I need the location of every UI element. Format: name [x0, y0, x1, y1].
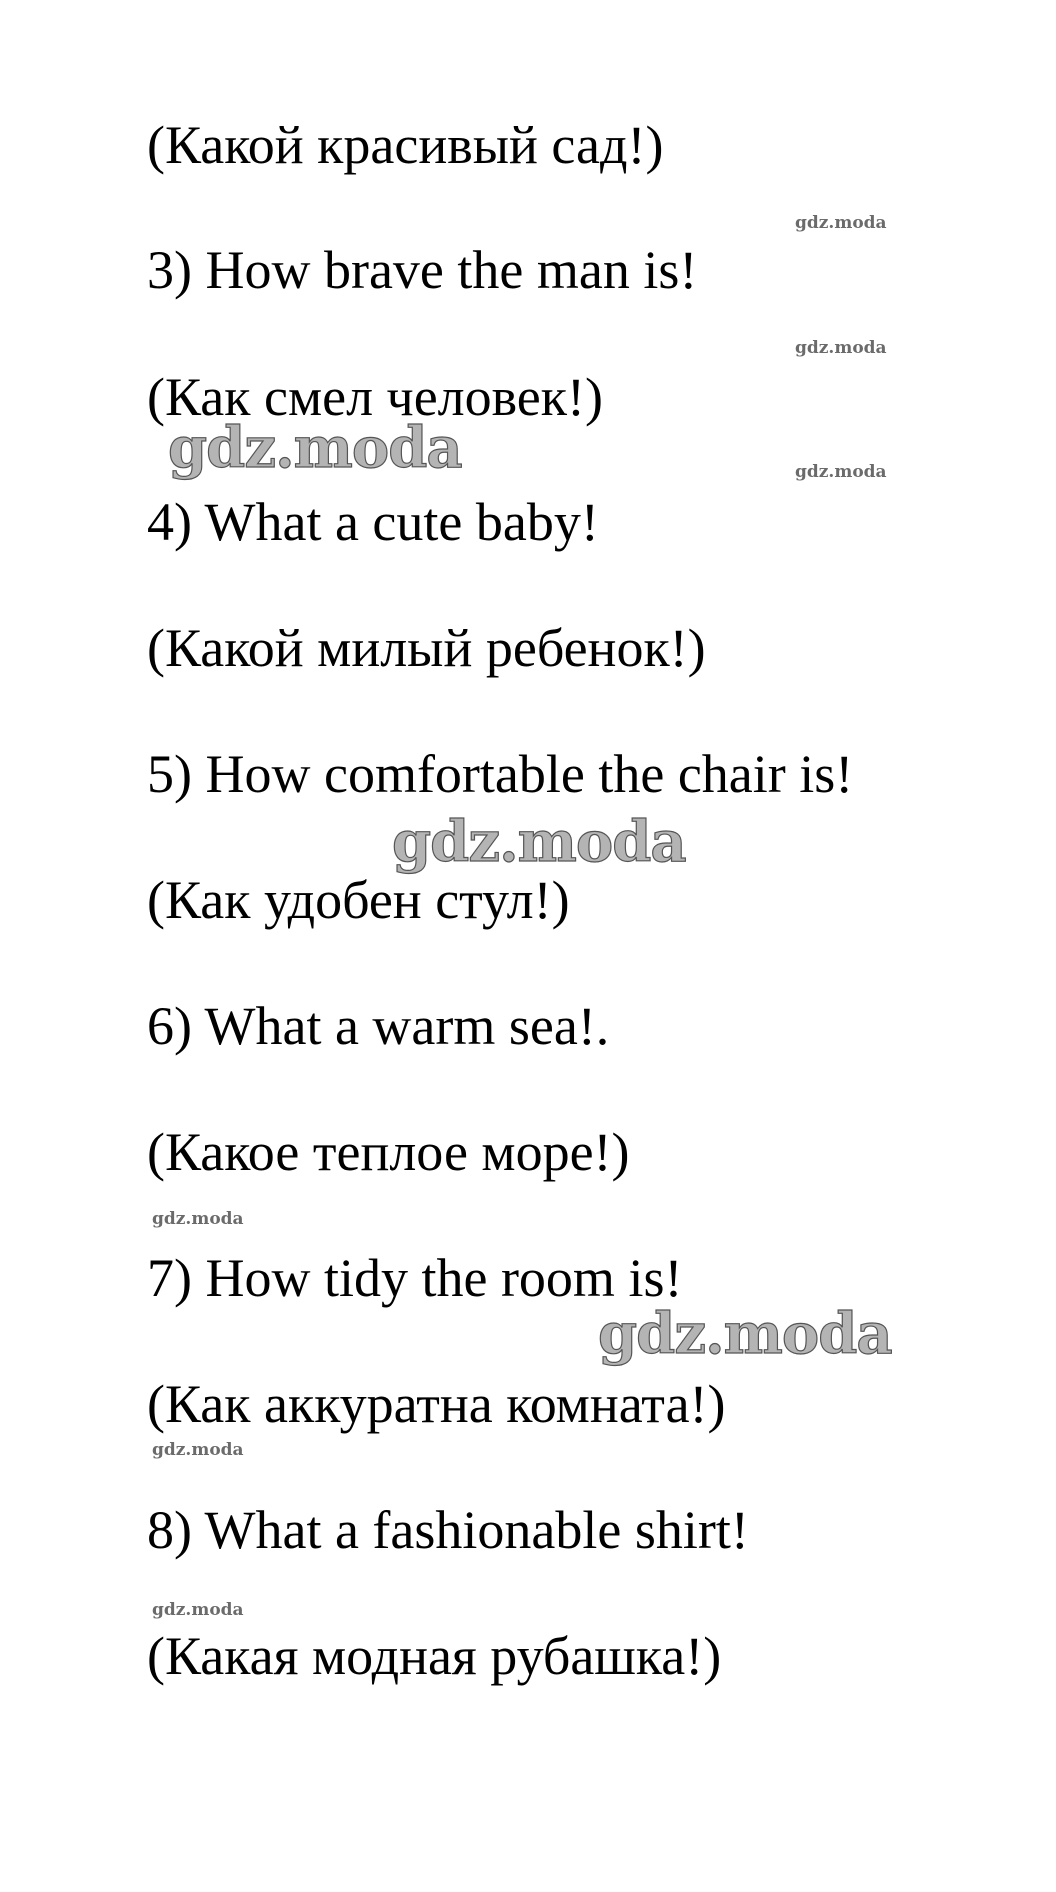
sentence-line: 6) What a warm sea!. — [147, 996, 610, 1056]
watermark-large: gdz.moda — [392, 809, 686, 875]
watermark-small: gdz.moda — [152, 1600, 244, 1620]
translation-line: (Как смел человек!) — [147, 367, 603, 427]
watermark-small: gdz.moda — [795, 338, 887, 358]
watermark-large: gdz.moda — [168, 415, 462, 481]
translation-line: (Какой милый ребенок!) — [147, 618, 706, 678]
translation-line: (Какая модная рубашка!) — [147, 1626, 722, 1686]
watermark-small: gdz.moda — [152, 1209, 244, 1229]
watermark-small: gdz.moda — [795, 462, 887, 482]
watermark-small: gdz.moda — [795, 213, 887, 233]
translation-line: (Как аккуратна комната!) — [147, 1374, 726, 1434]
sentence-line: 8) What a fashionable shirt! — [147, 1500, 749, 1560]
sentence-line: 5) How comfortable the chair is! — [147, 744, 854, 804]
watermark-small: gdz.moda — [152, 1440, 244, 1460]
translation-line: (Какой красивый сад!) — [147, 115, 664, 175]
translation-line: (Какое теплое море!) — [147, 1122, 630, 1182]
watermark-large: gdz.moda — [598, 1301, 892, 1367]
translation-line: (Как удобен стул!) — [147, 870, 570, 930]
sentence-line: 7) How tidy the room is! — [147, 1248, 683, 1308]
sentence-line: 3) How brave the man is! — [147, 240, 698, 300]
sentence-line: 4) What a cute baby! — [147, 492, 599, 552]
